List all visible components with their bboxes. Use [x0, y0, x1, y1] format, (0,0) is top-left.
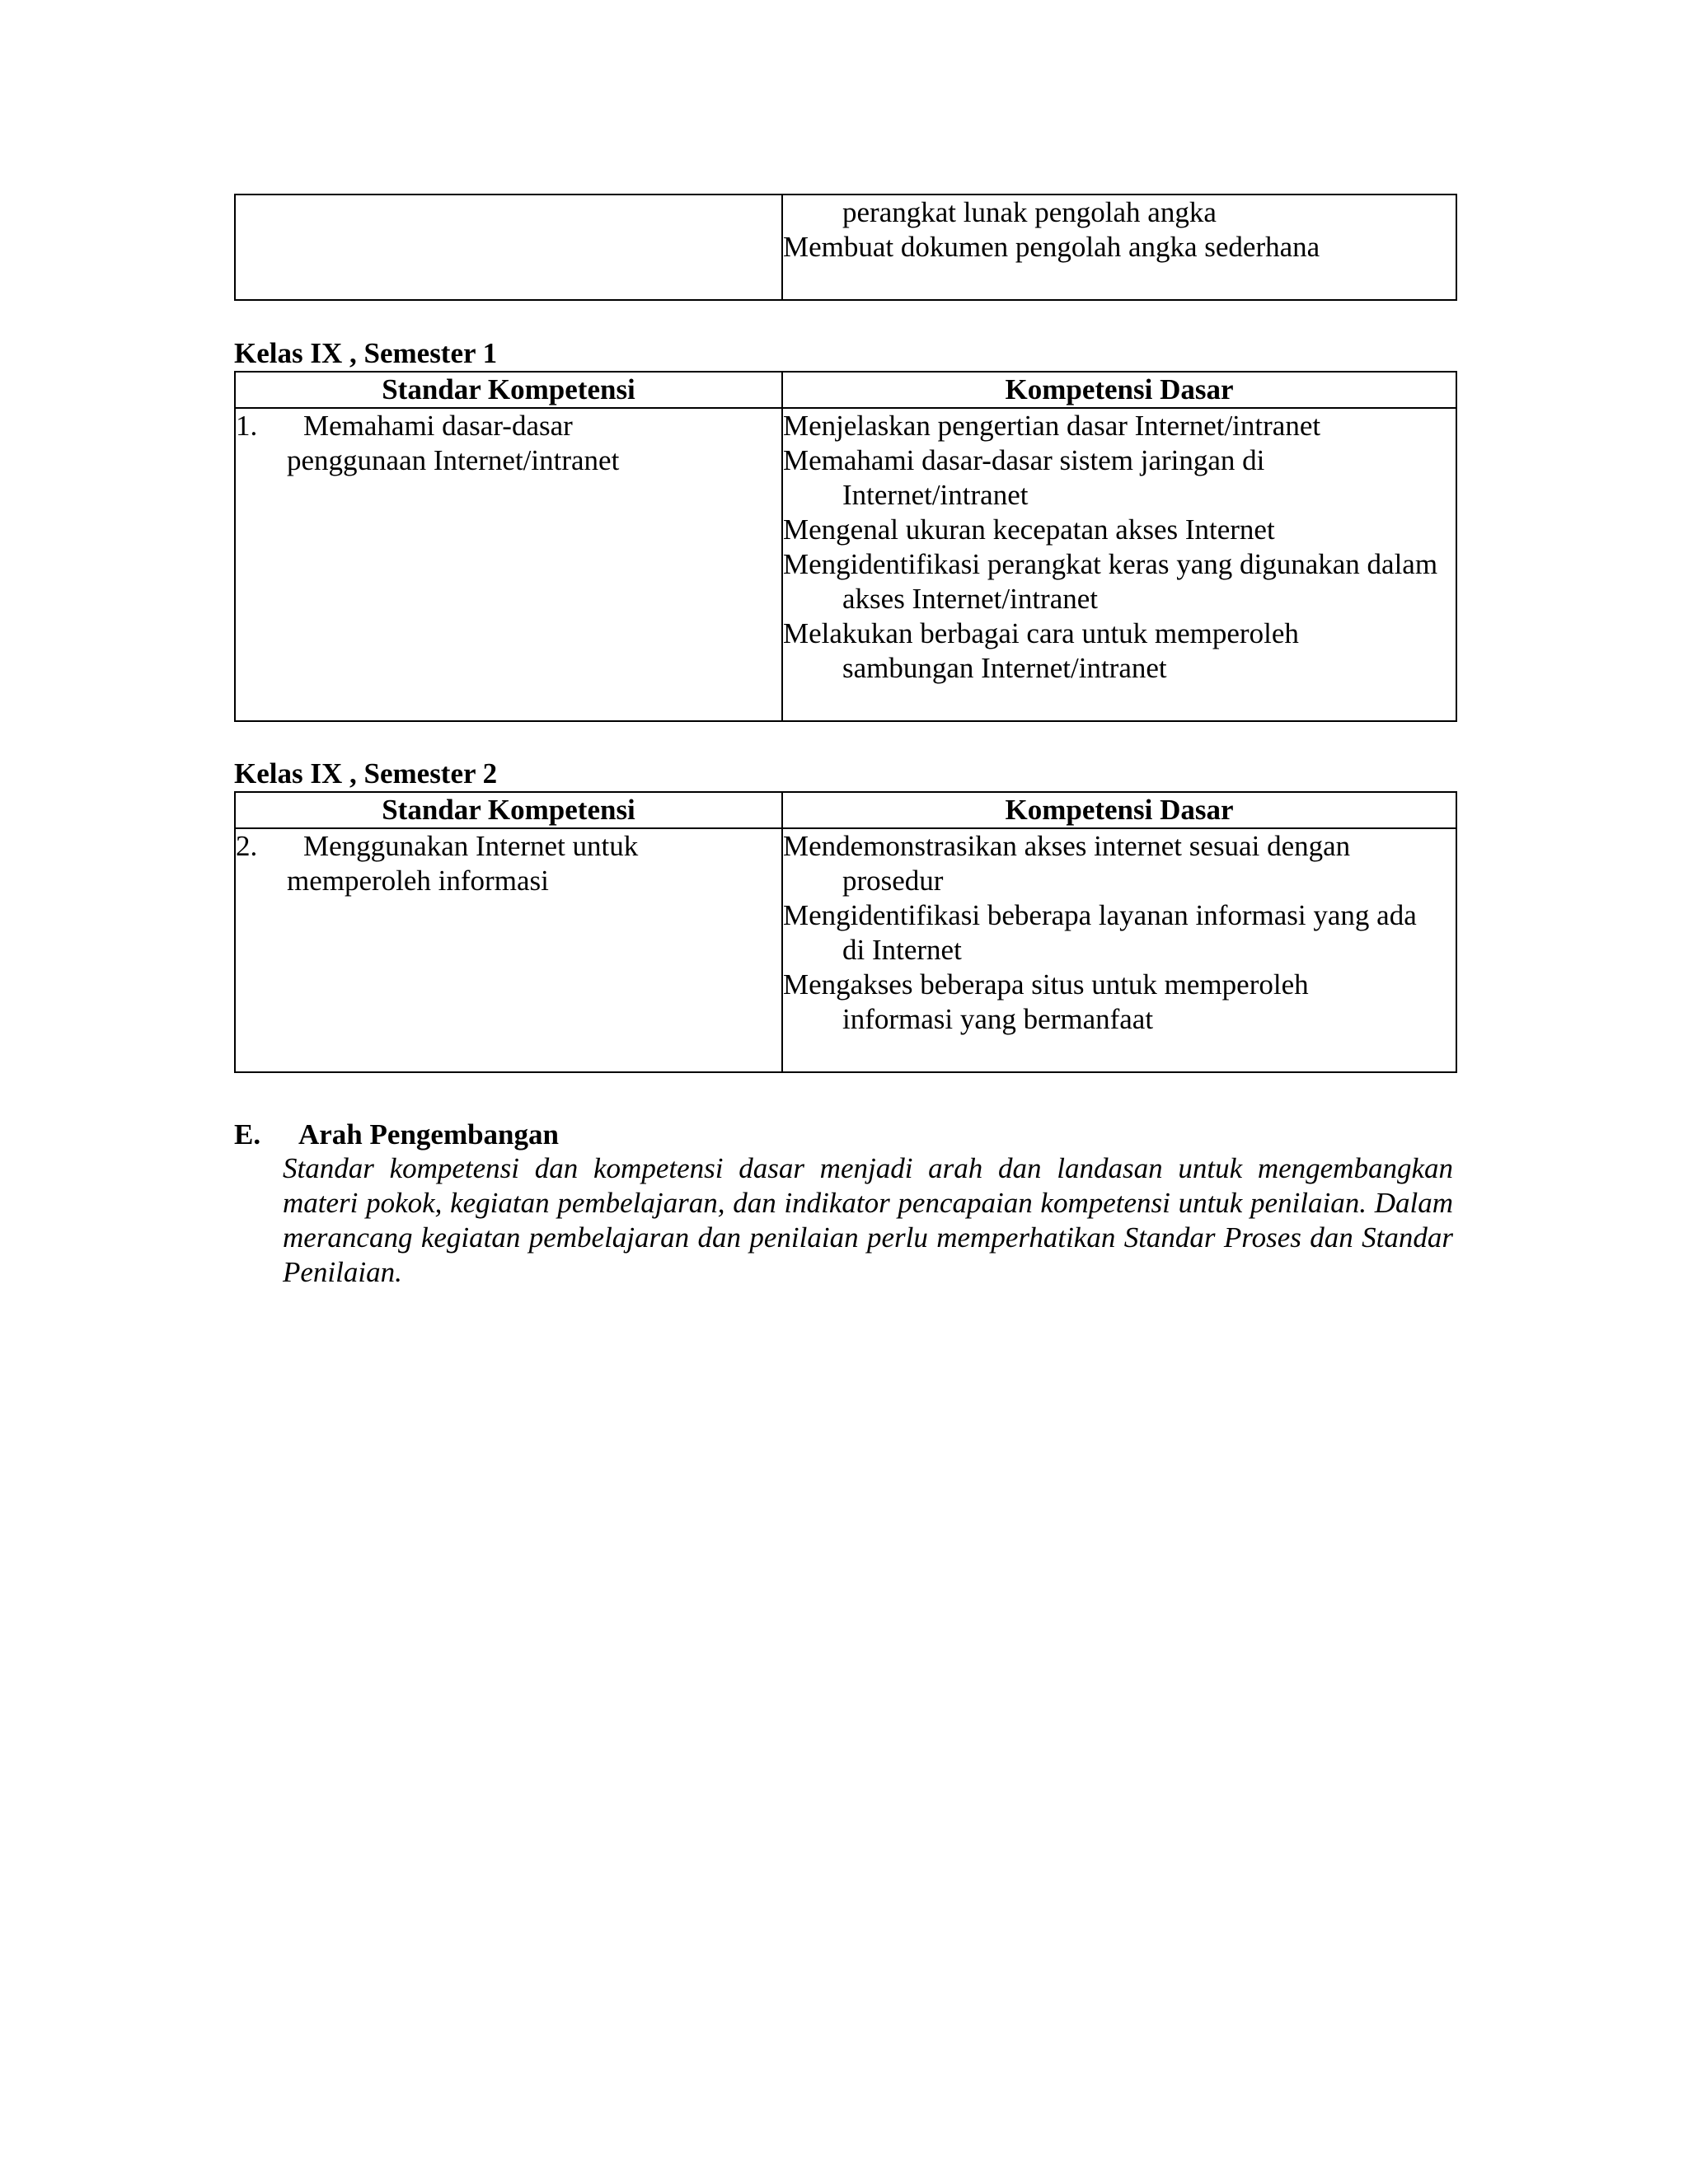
sk-number: 1. — [236, 410, 258, 442]
sk-number: 2. — [236, 830, 258, 862]
kd-item: Mengidentifikasi beberapa layanan informasi yang ada di Internet — [783, 899, 1417, 966]
semester1-table — [234, 371, 1457, 722]
kd-item: Mengidentifikasi perangkat keras yang digunakan dalam akses Internet/intranet — [783, 548, 1438, 615]
sk-text-line1: Memahami dasar-dasar — [303, 410, 573, 442]
column-header-kompetensi-dasar: Kompetensi Dasar — [782, 372, 1456, 408]
kd-item: Membuat dokumen pengolah angka sederhana — [783, 231, 1320, 263]
kompetensi-dasar-cell — [782, 408, 1456, 721]
kd-item: Mendemonstrasikan akses internet sesuai dengan prosedur — [783, 830, 1351, 897]
sk-text-line1: Menggunakan Internet untuk — [303, 830, 639, 862]
sk-text-line2: memperoleh informasi — [287, 865, 549, 897]
kd-item: Mengenal ukuran kecepatan akses Internet — [783, 513, 1275, 546]
semester1-heading: Kelas IX , Semester 1 — [234, 337, 498, 369]
kd-item: Mengakses beberapa situs untuk memperoleh informasi yang bermanfaat — [783, 968, 1309, 1035]
column-header-kompetensi-dasar: Kompetensi Dasar — [782, 792, 1456, 828]
section-e-paragraph: Standar kompetensi dan kompetensi dasar menjadi arah dan landasan untuk mengembangkan materi pokok, kegiatan pembelajaran, dan indikator pencapaian kompetensi untuk penilaian. Dalam merancang kegiatan pembelajaran dan penilaian perlu memperhatikan Standar Proses dan Standar Penilaian. — [283, 1152, 1453, 1288]
column-header-standar-kompetensi: Standar Kompetensi — [235, 792, 782, 828]
kd-item: Menjelaskan pengertian dasar Internet/intranet — [783, 410, 1321, 442]
kd-item: Melakukan berbagai cara untuk memperoleh sambungan Internet/intranet — [783, 617, 1299, 684]
kompetensi-dasar-cell — [782, 828, 1456, 1072]
section-title: Arah Pengembangan — [298, 1118, 559, 1151]
section-e-heading — [234, 1118, 559, 1152]
semester2-table — [234, 791, 1457, 1073]
standar-kompetensi-cell — [235, 408, 782, 721]
sk-text-line2: penggunaan Internet/intranet — [287, 444, 620, 476]
section-letter: E. — [234, 1118, 261, 1151]
continuation-sk-cell — [235, 194, 782, 300]
column-header-standar-kompetensi: Standar Kompetensi — [235, 372, 782, 408]
continuation-kd-cell — [782, 194, 1456, 300]
continuation-table — [234, 194, 1457, 301]
standar-kompetensi-cell — [235, 828, 782, 1072]
kd-item: Memahami dasar-dasar sistem jaringan di Internet/intranet — [783, 444, 1265, 511]
kd-continuation-line: perangkat lunak pengolah angka — [842, 196, 1217, 228]
semester2-heading: Kelas IX , Semester 2 — [234, 757, 498, 790]
